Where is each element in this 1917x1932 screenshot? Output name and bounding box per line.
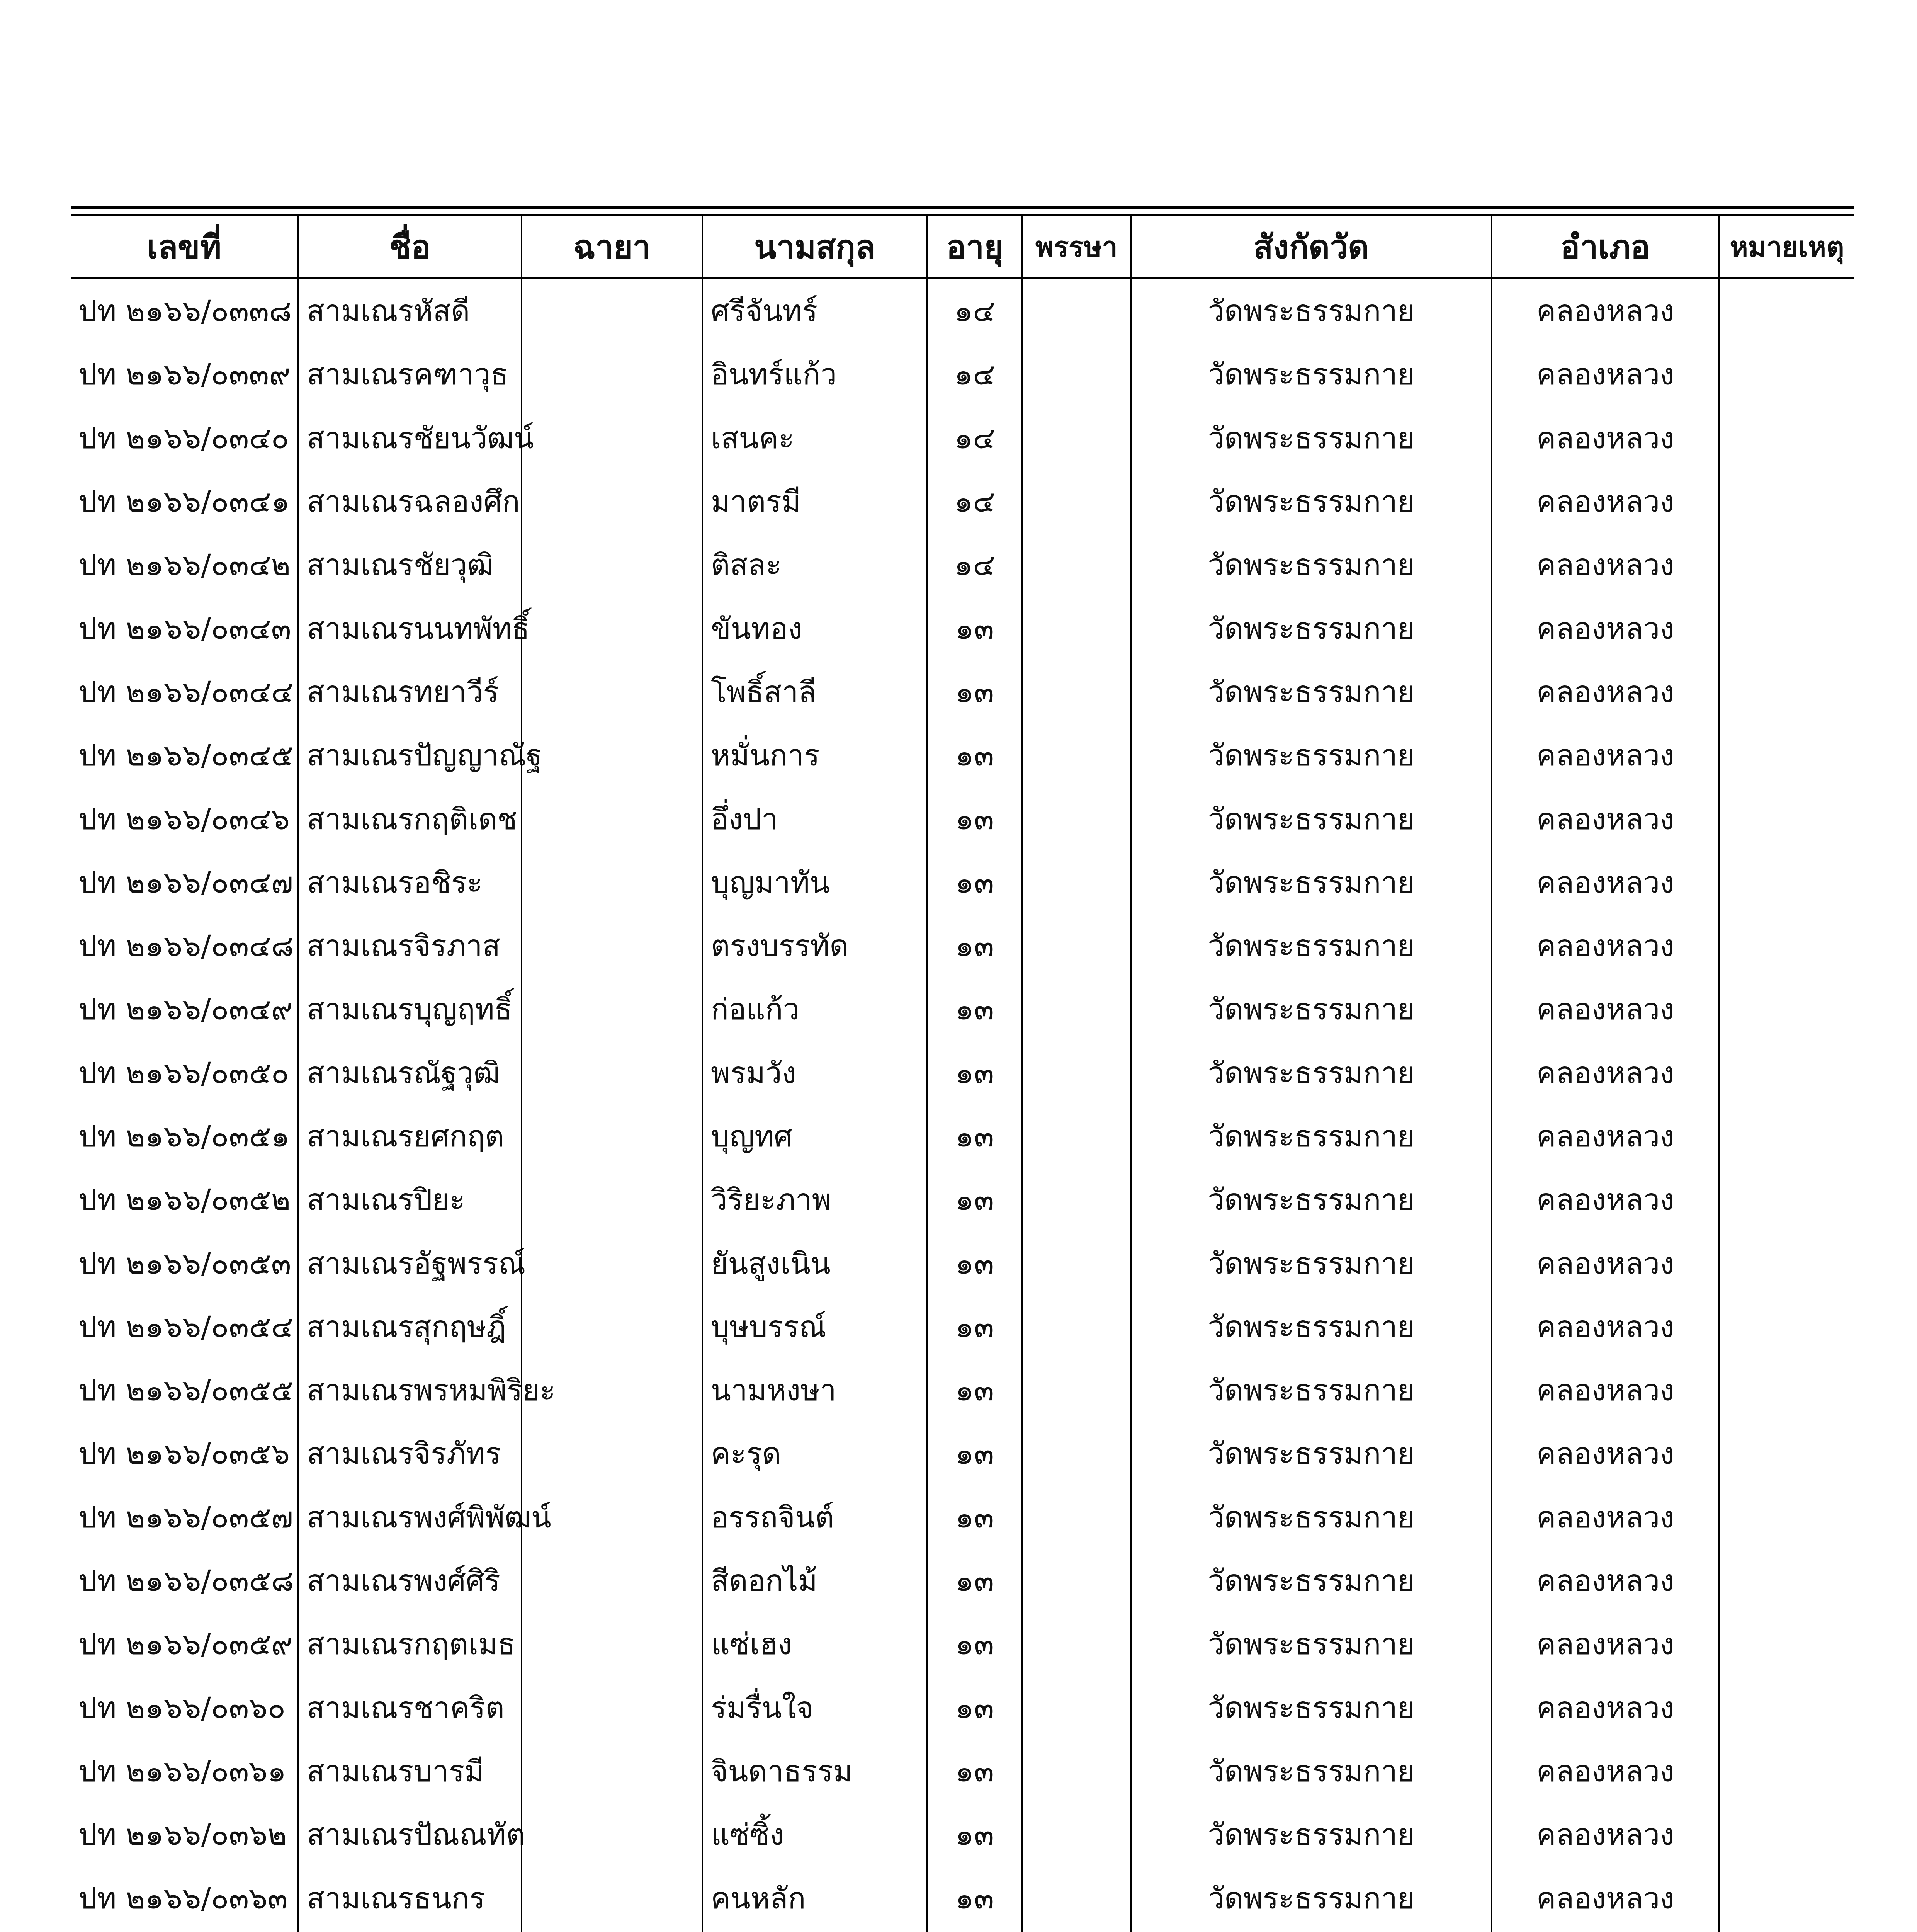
cell-surname: อึ่งปา <box>702 787 926 850</box>
cell-district: คลองหลวง <box>1491 1803 1718 1866</box>
table-row <box>71 470 1854 533</box>
cell-temple: วัดพระธรรมกาย <box>1130 1359 1491 1422</box>
header-surname: นามสกุล <box>702 216 926 277</box>
table-row <box>71 1549 1854 1612</box>
cell-district: คลองหลวง <box>1491 470 1718 533</box>
table-row <box>71 914 1854 978</box>
cell-surname: จินดาธรรม <box>702 1740 926 1803</box>
cell-remark <box>1718 279 1854 343</box>
table-row <box>71 724 1854 787</box>
cell-district: คลองหลวง <box>1491 343 1718 406</box>
top-double-rule <box>71 206 1854 209</box>
cell-remark <box>1718 1359 1854 1422</box>
cell-temple: วัดพระธรรมกาย <box>1130 1231 1491 1295</box>
cell-number: ปท ๒๑๖๖/๐๓๔๙ <box>78 992 293 1027</box>
cell-surname: ศรีจันทร์ <box>702 279 926 343</box>
cell-remark <box>1718 660 1854 724</box>
cell-alias <box>521 1105 702 1168</box>
cell-surname: อรรถจินต์ <box>702 1486 926 1549</box>
cell-vassa <box>1021 1359 1130 1422</box>
cell-temple: วัดพระธรรมกาย <box>1130 1295 1491 1359</box>
cell-vassa <box>1021 1295 1130 1359</box>
cell-vassa <box>1021 978 1130 1041</box>
header-temple: สังกัดวัด <box>1130 216 1491 277</box>
cell-age: ๑๓ <box>926 660 1021 724</box>
cell-district: คลองหลวง <box>1491 533 1718 597</box>
cell-alias <box>521 1866 702 1930</box>
cell-number: ปท ๒๑๖๖/๐๓๓๘ <box>78 294 292 328</box>
cell-vassa <box>1021 851 1130 914</box>
cell-surname: นามหงษา <box>702 1359 926 1422</box>
cell-district: คลองหลวง <box>1491 1359 1718 1422</box>
cell-remark <box>1718 1549 1854 1612</box>
cell-surname: วิริยะภาพ <box>702 1168 926 1231</box>
cell-name: สามเณรนนทพัทธิ์ <box>297 597 521 660</box>
novice-roster-table <box>71 216 1854 1932</box>
cell-age: ๑๓ <box>926 1549 1021 1612</box>
cell-number: ปท ๒๑๖๖/๐๓๓๙ <box>78 357 291 392</box>
table-row <box>71 660 1854 724</box>
cell-surname: ติสละ <box>702 533 926 597</box>
cell-name: สามเณรกฤตเมธ <box>297 1612 521 1676</box>
cell-age: ๑๓ <box>926 1486 1021 1549</box>
cell-surname: แซ่ซิ้ง <box>702 1803 926 1866</box>
cell-remark <box>1718 1486 1854 1549</box>
cell-age: ๑๓ <box>926 787 1021 850</box>
cell-remark <box>1718 343 1854 406</box>
cell-age: ๑๓ <box>926 724 1021 787</box>
cell-temple: วัดพระธรรมกาย <box>1130 1105 1491 1168</box>
cell-number: ปท ๒๑๖๖/๐๓๔๒ <box>78 548 291 582</box>
cell-vassa <box>1021 1803 1130 1866</box>
table-header-row <box>71 216 1854 279</box>
cell-number: ปท ๒๑๖๖/๐๓๔๖ <box>78 801 290 836</box>
cell-vassa <box>1021 1676 1130 1740</box>
cell-age: ๑๓ <box>926 1295 1021 1359</box>
cell-age: ๑๓ <box>926 1422 1021 1485</box>
header-name: ชื่อ <box>297 216 521 277</box>
cell-temple: วัดพระธรรมกาย <box>1130 1676 1491 1740</box>
cell-temple: วัดพระธรรมกาย <box>1130 1803 1491 1866</box>
cell-number: ปท ๒๑๖๖/๐๓๔๗ <box>78 865 293 900</box>
cell-age: ๑๓ <box>926 1740 1021 1803</box>
cell-vassa <box>1021 343 1130 406</box>
cell-number: ปท ๒๑๖๖/๐๓๕๒ <box>78 1182 291 1217</box>
cell-alias <box>521 724 702 787</box>
table-row <box>71 1803 1854 1866</box>
cell-number: ปท ๒๑๖๖/๐๓๕๐ <box>78 1055 289 1090</box>
cell-vassa <box>1021 406 1130 470</box>
cell-surname: สีดอกไม้ <box>702 1549 926 1612</box>
cell-vassa <box>1021 1422 1130 1485</box>
cell-name: สามเณรยศกฤต <box>297 1105 521 1168</box>
cell-vassa <box>1021 787 1130 850</box>
cell-number: ปท ๒๑๖๖/๐๓๕๗ <box>78 1500 293 1534</box>
cell-age: ๑๔ <box>926 406 1021 470</box>
cell-surname: หมั่นการ <box>702 724 926 787</box>
cell-number: ปท ๒๑๖๖/๐๓๔๔ <box>78 674 294 709</box>
cell-temple: วัดพระธรรมกาย <box>1130 1422 1491 1485</box>
cell-temple: วัดพระธรรมกาย <box>1130 914 1491 978</box>
table-row <box>71 343 1854 406</box>
cell-alias <box>521 787 702 850</box>
cell-alias <box>521 1041 702 1105</box>
table-row <box>71 279 1854 343</box>
cell-number: ปท ๒๑๖๖/๐๓๖๑ <box>78 1753 286 1788</box>
cell-district: คลองหลวง <box>1491 1041 1718 1105</box>
cell-district: คลองหลวง <box>1491 787 1718 850</box>
cell-remark <box>1718 533 1854 597</box>
cell-alias <box>521 914 702 978</box>
cell-temple: วัดพระธรรมกาย <box>1130 406 1491 470</box>
cell-age: ๑๓ <box>926 1866 1021 1930</box>
cell-alias <box>521 1930 702 1932</box>
cell-name: สามเณรจิรภัทร <box>297 1422 521 1485</box>
cell-surname: คะรุด <box>702 1422 926 1485</box>
cell-temple: วัดพระธรรมกาย <box>1130 597 1491 660</box>
cell-remark <box>1718 470 1854 533</box>
cell-age: ๑๓ <box>926 851 1021 914</box>
cell-name: สามเณรฉลองศึก <box>297 470 521 533</box>
cell-number: ปท ๒๑๖๖/๐๓๕๙ <box>78 1627 293 1662</box>
cell-surname: เสนคะ <box>702 406 926 470</box>
table-row <box>71 1422 1854 1485</box>
cell-temple: วัดพระธรรมกาย <box>1130 660 1491 724</box>
cell-alias <box>521 279 702 343</box>
cell-name: สามเณรอัฐพรรณ์ <box>297 1231 521 1295</box>
cell-number: ปท ๒๑๖๖/๐๓๔๓ <box>78 611 291 646</box>
cell-surname: บุษบรรณ์ <box>702 1295 926 1359</box>
cell-district: คลองหลวง <box>1491 660 1718 724</box>
cell-vassa <box>1021 914 1130 978</box>
cell-temple: วัดพระธรรมกาย <box>1130 724 1491 787</box>
cell-alias <box>521 1549 702 1612</box>
cell-name: สามเณรคฑาวุธ <box>297 343 521 406</box>
table-row <box>71 1295 1854 1359</box>
cell-remark <box>1718 787 1854 850</box>
cell-name: สามเณรบารมี <box>297 1740 521 1803</box>
cell-surname: ขันทอง <box>702 597 926 660</box>
table-row <box>71 1612 1854 1676</box>
cell-vassa <box>1021 724 1130 787</box>
cell-surname: คนหลัก <box>702 1866 926 1930</box>
cell-alias <box>521 406 702 470</box>
cell-surname: ยันสูงเนิน <box>702 1231 926 1295</box>
cell-remark <box>1718 914 1854 978</box>
cell-district: คลองหลวง <box>1491 1612 1718 1676</box>
cell-temple: วัดพระธรรมกาย <box>1130 1612 1491 1676</box>
cell-remark <box>1718 1231 1854 1295</box>
cell-remark <box>1718 406 1854 470</box>
header-district: อำเภอ <box>1491 216 1718 277</box>
cell-vassa <box>1021 1549 1130 1612</box>
cell-district: คลองหลวง <box>1491 851 1718 914</box>
cell-age: ๑๔ <box>926 343 1021 406</box>
cell-age: ๑๓ <box>926 1803 1021 1866</box>
table-row <box>71 597 1854 660</box>
cell-number: ปท ๒๑๖๖/๐๓๔๐ <box>78 420 289 455</box>
cell-name <box>297 1930 521 1932</box>
cell-temple: วัดพระธรรมกาย <box>1130 1168 1491 1231</box>
cell-surname: พรมวัง <box>702 1041 926 1105</box>
cell-number: ปท ๒๑๖๖/๐๓๔๑ <box>78 484 290 519</box>
cell-alias <box>521 343 702 406</box>
cell-name: สามเณรชัยนวัฒน์ <box>297 406 521 470</box>
cell-district: คลองหลวง <box>1491 1422 1718 1485</box>
cell-vassa <box>1021 1105 1130 1168</box>
cell-district: คลองหลวง <box>1491 1231 1718 1295</box>
table-body <box>71 279 1854 1932</box>
cell-age: ๑๓ <box>926 1168 1021 1231</box>
cell-number: ปท ๒๑๖๖/๐๓๖๒ <box>78 1817 287 1852</box>
cell-age: ๑๔ <box>926 533 1021 597</box>
cell-name: สามเณรสุกฤษฎิ์ <box>297 1295 521 1359</box>
cell-remark <box>1718 1866 1854 1930</box>
cell-remark <box>1718 1676 1854 1740</box>
table-row <box>71 1041 1854 1105</box>
cell-remark <box>1718 1105 1854 1168</box>
cell-alias <box>521 1486 702 1549</box>
cell-vassa <box>1021 597 1130 660</box>
cell-name: สามเณรณัฐวุฒิ <box>297 1041 521 1105</box>
cell-number: ปท ๒๑๖๖/๐๓๕๔ <box>78 1309 294 1344</box>
cell-district: คลองหลวง <box>1491 978 1718 1041</box>
cell-district: คลองหลวง <box>1491 1866 1718 1930</box>
cell-temple: วัดพระธรรมกาย <box>1130 533 1491 597</box>
cell-surname: บุญมาทัน <box>702 851 926 914</box>
cell-alias <box>521 851 702 914</box>
cell-age: ๑๓ <box>926 1612 1021 1676</box>
cell-alias <box>521 1422 702 1485</box>
cell-name: สามเณรชัยวุฒิ <box>297 533 521 597</box>
header-alias: ฉายา <box>521 216 702 277</box>
cell-surname <box>702 1930 926 1932</box>
cell-district: คลองหลวง <box>1491 1549 1718 1612</box>
table-row <box>71 1866 1854 1930</box>
cell-temple: วัดพระธรรมกาย <box>1130 787 1491 850</box>
cell-alias <box>521 1231 702 1295</box>
cell-vassa <box>1021 660 1130 724</box>
cell-number: ปท ๒๑๖๖/๐๓๕๕ <box>78 1373 294 1408</box>
cell-alias <box>521 470 702 533</box>
cell-vassa <box>1021 533 1130 597</box>
cell-number: ปท ๒๑๖๖/๐๓๔๘ <box>78 929 294 963</box>
cell-remark <box>1718 1930 1854 1932</box>
cell-name: สามเณรอชิระ <box>297 851 521 914</box>
cell-name: สามเณรหัสดี <box>297 279 521 343</box>
cell-vassa <box>1021 1041 1130 1105</box>
cell-surname: อินทร์แก้ว <box>702 343 926 406</box>
cell-remark <box>1718 1168 1854 1231</box>
table-row <box>71 1740 1854 1803</box>
cell-vassa <box>1021 1486 1130 1549</box>
cell-district: คลองหลวง <box>1491 279 1718 343</box>
table-row <box>71 1676 1854 1740</box>
cell-district: คลองหลวง <box>1491 1168 1718 1231</box>
cell-remark <box>1718 1612 1854 1676</box>
cell-temple: วัดพระธรรมกาย <box>1130 1866 1491 1930</box>
cell-name: สามเณรปัณณทัต <box>297 1803 521 1866</box>
cell-age: ๑๔ <box>926 279 1021 343</box>
cell-vassa <box>1021 1612 1130 1676</box>
cell-temple: วัดพระธรรมกาย <box>1130 470 1491 533</box>
cell-alias <box>521 1359 702 1422</box>
cell-age: ๑๓ <box>926 914 1021 978</box>
cell-alias <box>521 1803 702 1866</box>
table-row <box>71 787 1854 850</box>
cell-number: ปท ๒๑๖๖/๐๓๔๕ <box>78 738 294 773</box>
cell-vassa <box>1021 1740 1130 1803</box>
cell-district: คลองหลวง <box>1491 724 1718 787</box>
cell-remark <box>1718 1422 1854 1485</box>
cell-age: ๑๓ <box>926 1105 1021 1168</box>
table-row <box>71 978 1854 1041</box>
cell-alias <box>521 1676 702 1740</box>
cell-surname: แซ่เฮง <box>702 1612 926 1676</box>
cell-name: สามเณรทยาวีร์ <box>297 660 521 724</box>
cell-district: คลองหลวง <box>1491 406 1718 470</box>
cell-surname: ร่มรื่นใจ <box>702 1676 926 1740</box>
cell-age: ๑๓ <box>926 978 1021 1041</box>
cell-alias <box>521 1295 702 1359</box>
cell-remark <box>1718 1295 1854 1359</box>
cell-district: คลองหลวง <box>1491 914 1718 978</box>
cell-remark <box>1718 1740 1854 1803</box>
cell-alias <box>521 597 702 660</box>
cell-district <box>1491 1930 1718 1932</box>
cell-remark <box>1718 597 1854 660</box>
cell-age: ๑๓ <box>926 1676 1021 1740</box>
cell-name: สามเณรพงศ์ศิริ <box>297 1549 521 1612</box>
cell-vassa <box>1021 470 1130 533</box>
cell-name: สามเณรพงศ์พิพัฒน์ <box>297 1486 521 1549</box>
cell-alias <box>521 978 702 1041</box>
table-row <box>71 1930 1854 1932</box>
cell-remark <box>1718 1041 1854 1105</box>
cell-name: สามเณรพรหมพิริยะ <box>297 1359 521 1422</box>
cell-alias <box>521 1612 702 1676</box>
cell-vassa <box>1021 1168 1130 1231</box>
cell-number <box>71 1930 297 1932</box>
cell-age: ๑๓ <box>926 597 1021 660</box>
cell-number: ปท ๒๑๖๖/๐๓๕๖ <box>78 1436 290 1471</box>
cell-surname: ตรงบรรทัด <box>702 914 926 978</box>
cell-district: คลองหลวง <box>1491 1486 1718 1549</box>
cell-vassa <box>1021 1866 1130 1930</box>
cell-surname: บุญทศ <box>702 1105 926 1168</box>
cell-age: ๑๓ <box>926 1041 1021 1105</box>
table-row <box>71 1168 1854 1231</box>
cell-number: ปท ๒๑๖๖/๐๓๖๓ <box>78 1881 288 1915</box>
cell-alias <box>521 1740 702 1803</box>
table-row <box>71 1486 1854 1549</box>
cell-vassa <box>1021 1930 1130 1932</box>
header-age: อายุ <box>926 216 1021 277</box>
cell-number: ปท ๒๑๖๖/๐๓๕๘ <box>78 1563 294 1598</box>
cell-alias <box>521 1168 702 1231</box>
table-row <box>71 1231 1854 1295</box>
cell-temple: วัดพระธรรมกาย <box>1130 978 1491 1041</box>
cell-temple <box>1130 1930 1491 1932</box>
table-row <box>71 851 1854 914</box>
cell-district: คลองหลวง <box>1491 1105 1718 1168</box>
cell-name: สามเณรปิยะ <box>297 1168 521 1231</box>
cell-district: คลองหลวง <box>1491 597 1718 660</box>
header-vassa: พรรษา <box>1021 216 1130 277</box>
cell-name: สามเณรกฤติเดช <box>297 787 521 850</box>
table-row <box>71 406 1854 470</box>
cell-number: ปท ๒๑๖๖/๐๓๕๑ <box>78 1119 290 1153</box>
cell-surname: โพธิ์สาลี <box>702 660 926 724</box>
cell-name: สามเณรจิรภาส <box>297 914 521 978</box>
cell-district: คลองหลวง <box>1491 1740 1718 1803</box>
cell-temple: วัดพระธรรมกาย <box>1130 1549 1491 1612</box>
header-number: เลขที่ <box>147 228 221 266</box>
cell-district: คลองหลวง <box>1491 1676 1718 1740</box>
cell-age: ๑๓ <box>926 1231 1021 1295</box>
cell-age: ๑๓ <box>926 1359 1021 1422</box>
cell-age <box>926 1930 1021 1932</box>
cell-alias <box>521 660 702 724</box>
cell-temple: วัดพระธรรมกาย <box>1130 1041 1491 1105</box>
cell-name: สามเณรบุญฤทธิ์ <box>297 978 521 1041</box>
header-remark: หมายเหตุ <box>1718 216 1854 277</box>
cell-age: ๑๔ <box>926 470 1021 533</box>
table-row <box>71 1105 1854 1168</box>
cell-vassa <box>1021 279 1130 343</box>
cell-remark <box>1718 1803 1854 1866</box>
cell-name: สามเณรธนกร <box>297 1866 521 1930</box>
cell-remark <box>1718 724 1854 787</box>
cell-alias <box>521 533 702 597</box>
cell-vassa <box>1021 1231 1130 1295</box>
cell-number: ปท ๒๑๖๖/๐๓๖๐ <box>78 1690 286 1725</box>
cell-remark <box>1718 978 1854 1041</box>
cell-name: สามเณรชาคริต <box>297 1676 521 1740</box>
table-row <box>71 1359 1854 1422</box>
cell-surname: ก่อแก้ว <box>702 978 926 1041</box>
cell-remark <box>1718 851 1854 914</box>
cell-number: ปท ๒๑๖๖/๐๓๕๓ <box>78 1246 291 1281</box>
cell-district: คลองหลวง <box>1491 1295 1718 1359</box>
cell-surname: มาตรมี <box>702 470 926 533</box>
cell-temple: วัดพระธรรมกาย <box>1130 1486 1491 1549</box>
cell-temple: วัดพระธรรมกาย <box>1130 1740 1491 1803</box>
cell-temple: วัดพระธรรมกาย <box>1130 343 1491 406</box>
table-row <box>71 533 1854 597</box>
cell-temple: วัดพระธรรมกาย <box>1130 279 1491 343</box>
cell-temple: วัดพระธรรมกาย <box>1130 851 1491 914</box>
cell-name: สามเณรปัญญาณัฐ <box>297 724 521 787</box>
